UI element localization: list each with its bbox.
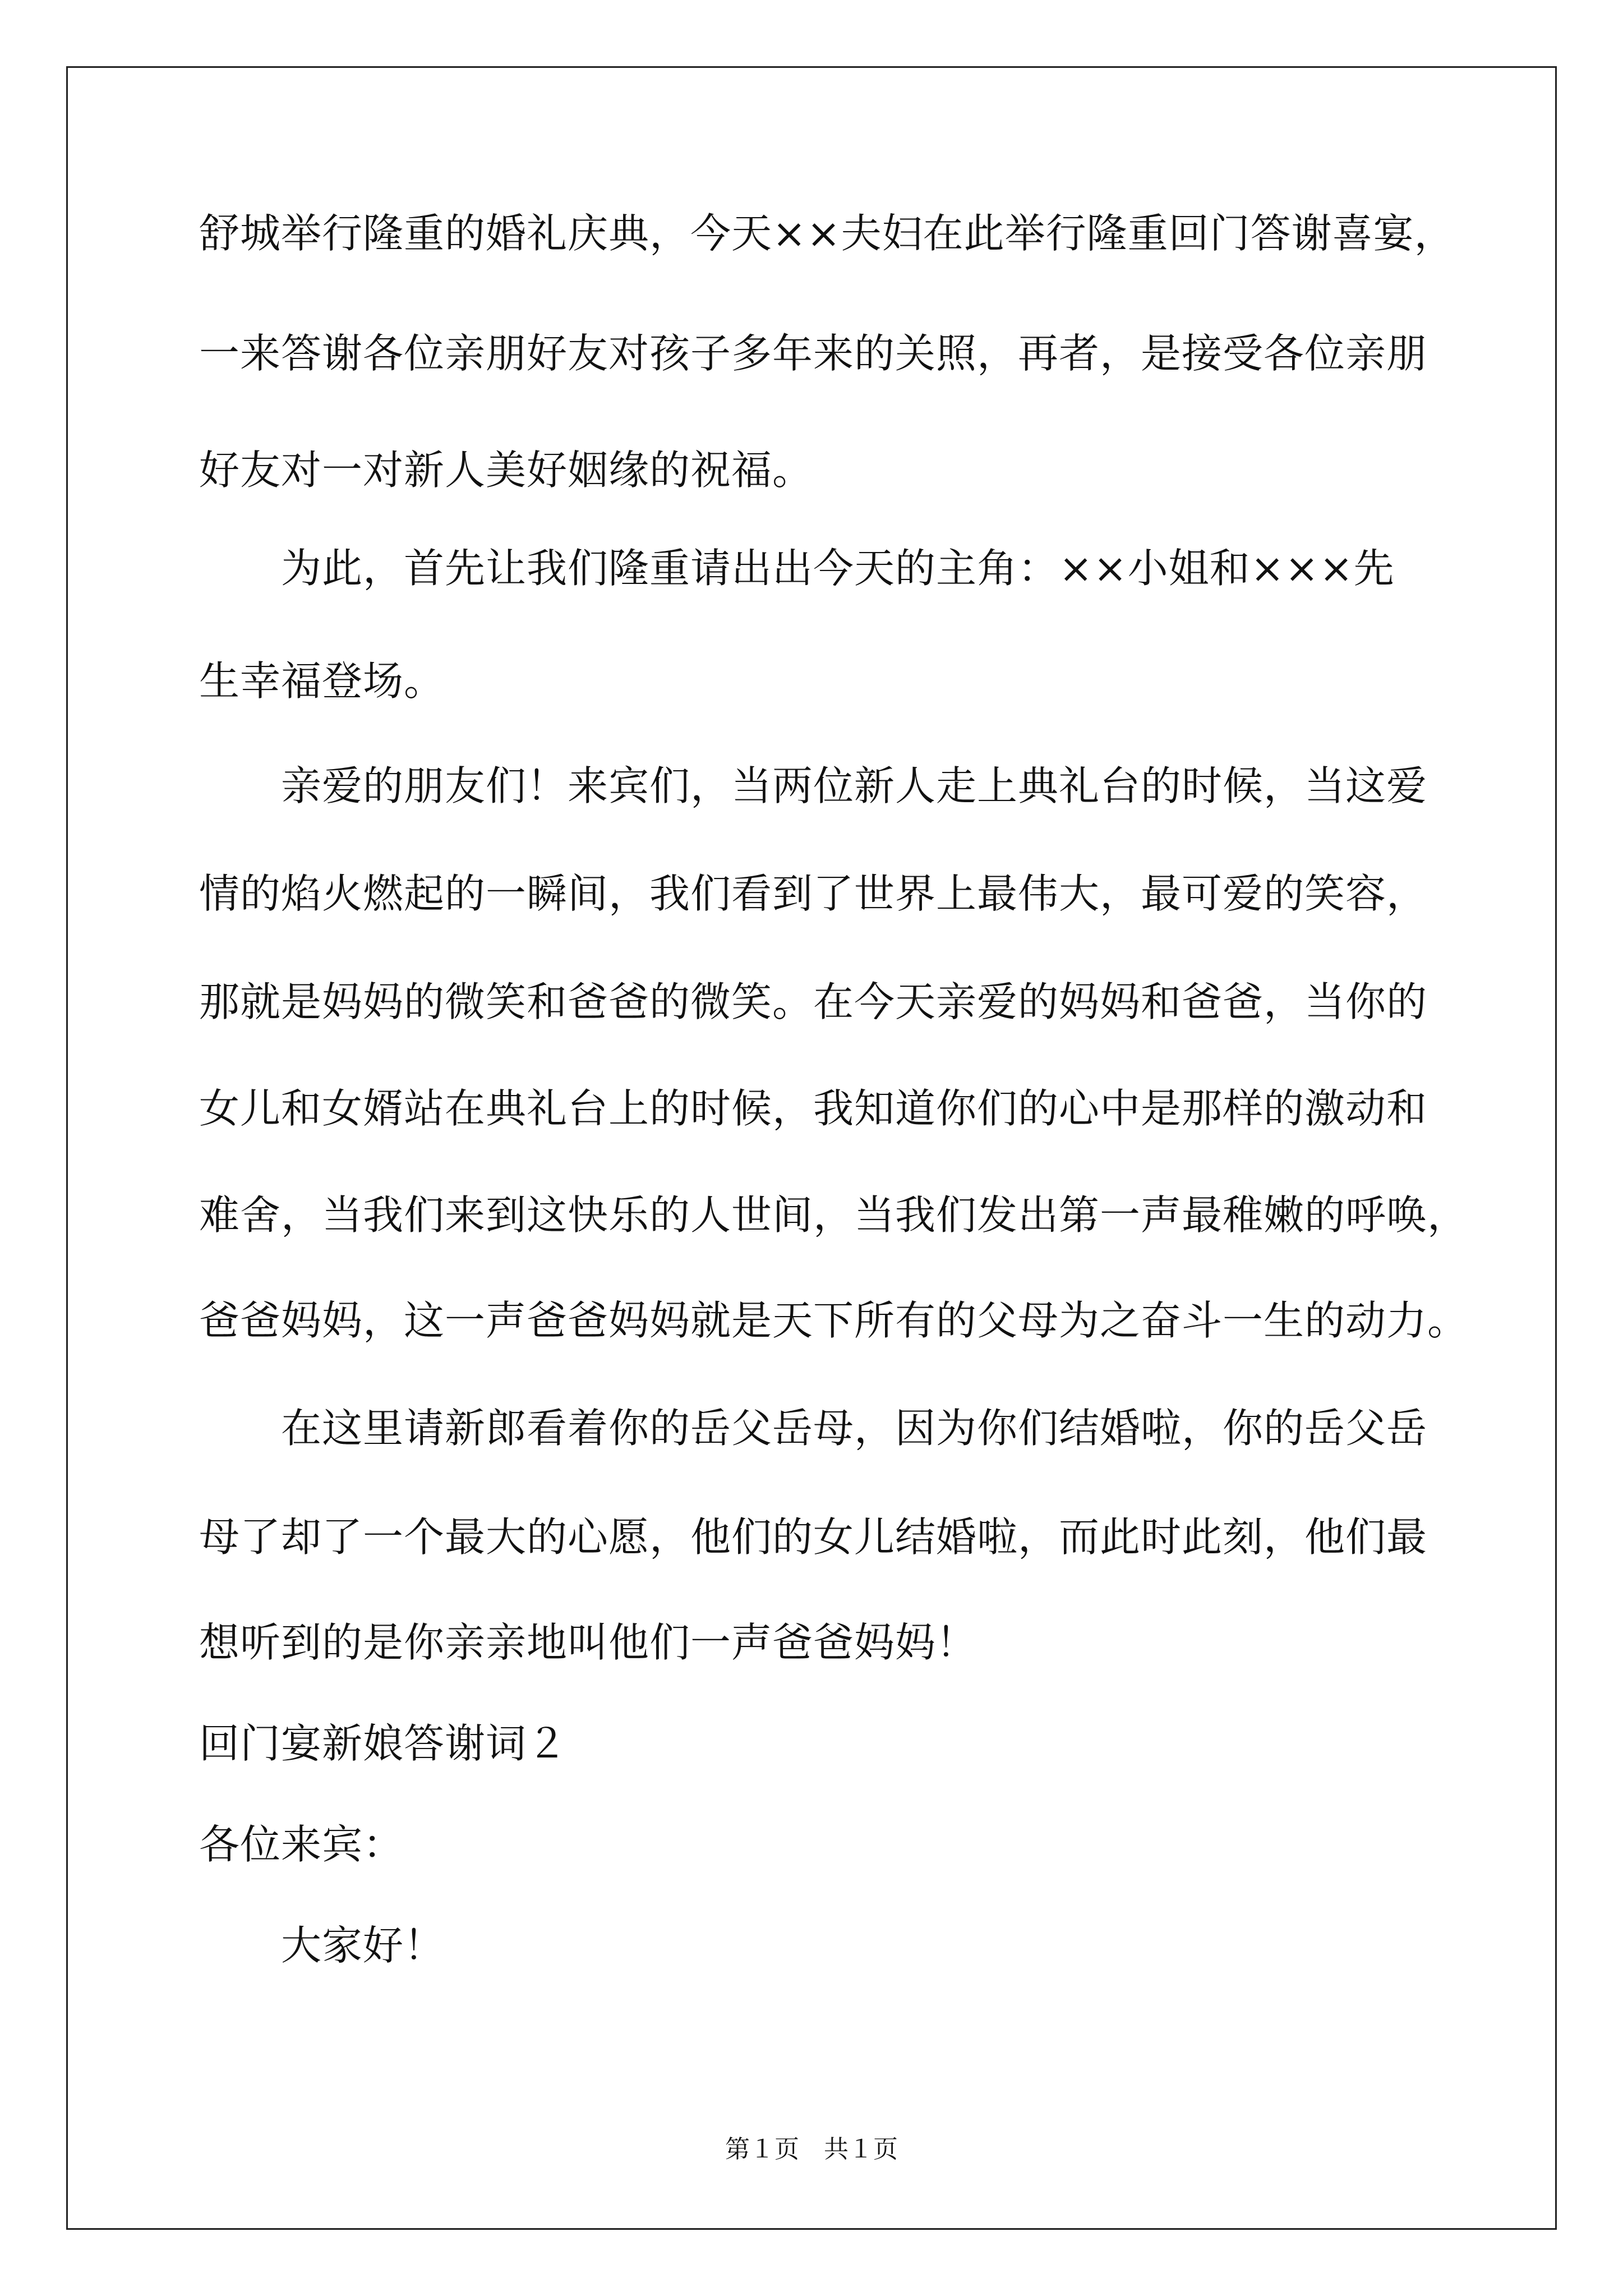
greeting: 大家好！ <box>281 1922 445 1969</box>
text-line: 想听到的是你亲亲地叫他们一声爸爸妈妈！ <box>199 1619 978 1666</box>
section-heading: 回门宴新娘答谢词２ <box>199 1720 568 1767</box>
page-number: 第１页 共１页 <box>725 2135 898 2164</box>
text-line: 一来答谢各位亲朋好友对孩子多年来的关照，再者，是接受各位亲朋 <box>199 330 1428 377</box>
text-line: 舒城举行隆重的婚礼庆典，今天××夫妇在此举行隆重回门答谢喜宴， <box>199 210 1455 257</box>
text-line: 难舍，当我们来到这快乐的人世间，当我们发出第一声最稚嫩的呼唤， <box>199 1191 1469 1239</box>
text-line-indented: 为此，首先让我们隆重请出出今天的主角：××小姐和×××先 <box>281 545 1395 592</box>
text-line-indented: 亲爱的朋友们！来宾们，当两位新人走上典礼台的时候，当这爱 <box>281 762 1428 809</box>
text-line: 爸爸妈妈，这一声爸爸妈妈就是天下所有的父母为之奋斗一生的动力。 <box>199 1297 1469 1344</box>
text-line: 那就是妈妈的微笑和爸爸的微笑。在今天亲爱的妈妈和爸爸，当你的 <box>199 978 1428 1025</box>
text-line: 女儿和女婿站在典礼台上的时候，我知道你们的心中是那样的激动和 <box>199 1085 1428 1132</box>
salutation: 各位来宾： <box>199 1821 404 1868</box>
text-line: 好友对一对新人美好姻缘的祝福。 <box>199 447 814 494</box>
text-line: 情的焰火燃起的一瞬间，我们看到了世界上最伟大，最可爱的笑容， <box>199 870 1428 917</box>
text-line-indented: 在这里请新郎看着你的岳父岳母，因为你们结婚啦，你的岳父岳 <box>281 1405 1428 1452</box>
text-line: 母了却了一个最大的心愿，他们的女儿结婚啦，而此时此刻，他们最 <box>199 1513 1428 1561</box>
text-line: 生幸福登场。 <box>199 657 445 705</box>
page-border <box>66 66 1557 2230</box>
